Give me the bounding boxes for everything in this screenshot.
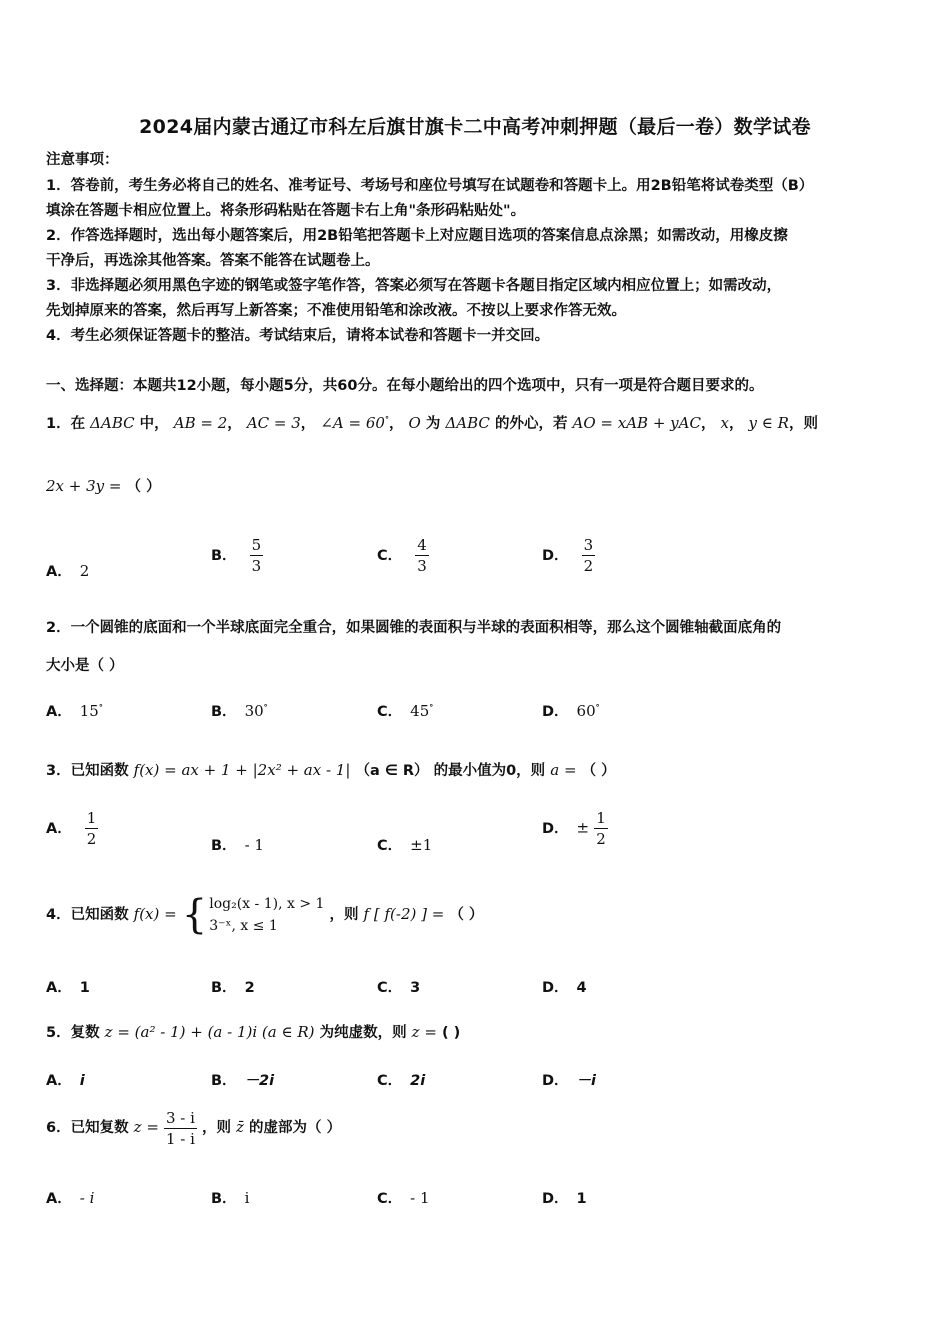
question-5-stem: 5．复数 z = (a² - 1) + (a - 1)i (a ∈ R) 为纯虚数，则 z = ( ) — [46, 1023, 461, 1041]
section-heading: 一、选择题：本题共12小题，每小题5分，共60分。在每小题给出的四个选项中，只有一项是符合题目要求的。 — [46, 378, 764, 394]
notice-line: 填涂在答题卡相应位置上。将条形码粘贴在答题卡右上角"条形码粘贴处"。 — [46, 203, 526, 219]
q4-option-a[interactable]: A． 1 — [46, 980, 90, 996]
q5-option-b[interactable]: B． －2i — [211, 1073, 275, 1089]
q6-option-c[interactable]: C． - 1 — [377, 1189, 430, 1207]
piecewise-function: { log₂(x - 1), x > 1 3⁻ˣ, x ≤ 1 — [181, 892, 325, 938]
q2-option-c[interactable]: C． 45° — [377, 702, 434, 720]
q5-option-d[interactable]: D． －i — [542, 1073, 597, 1089]
q3-option-b[interactable]: B． - 1 — [211, 836, 264, 854]
q4-option-c[interactable]: C． 3 — [377, 980, 421, 996]
page-title: 2024届内蒙古通辽市科左后旗甘旗卡二中高考冲刺押题（最后一卷）数学试卷 — [139, 116, 811, 138]
question-2-stem: 大小是（ ） — [46, 658, 124, 674]
q3-option-a[interactable]: A． $\frac{1}{2}$ — [46, 809, 97, 848]
q2-option-b[interactable]: B． 30° — [211, 702, 268, 720]
q2-option-a[interactable]: A． 15° — [46, 702, 103, 720]
notice-line: 4．考生必须保证答题卡的整洁。考试结束后，请将本试卷和答题卡一并交回。 — [46, 328, 550, 344]
notice-line: 1．答卷前，考生务必将自己的姓名、准考证号、考场号和座位号填写在试题卷和答题卡上。用2B铅笔将试卷类型（B） — [46, 178, 814, 194]
notice-heading: 注意事项： — [46, 152, 119, 168]
q6-option-d[interactable]: D． 1 — [542, 1191, 587, 1207]
q5-option-a[interactable]: A． i — [46, 1073, 85, 1089]
q6-option-b[interactable]: B． i — [211, 1189, 250, 1207]
q4-option-d[interactable]: D． 4 — [542, 980, 587, 996]
question-1-expression: 2x + 3y = （ ） — [46, 477, 161, 495]
question-4-stem: 4．已知函数 f(x) = { log₂(x - 1), x > 1 3⁻ˣ, x ≤ 1 ，则 f [ f(-2) ] = （ ） — [46, 892, 484, 938]
q3-option-d[interactable]: D． ± $\frac{1}{2}$ — [542, 809, 606, 848]
q2-option-d[interactable]: D． 60° — [542, 702, 600, 720]
question-2-stem: 2．一个圆锥的底面和一个半球底面完全重合，如果圆锥的表面积与半球的表面积相等，那么这个圆锥轴截面底角的 — [46, 620, 782, 636]
notice-line: 2．作答选择题时，选出每小题答案后，用2B铅笔把答题卡上对应题目选项的答案信息点涂黑；如需改动，用橡皮擦 — [46, 228, 788, 244]
notice-line: 干净后，再选涂其他答案。答案不能答在试题卷上。 — [46, 253, 380, 269]
question-3-stem: 3．已知函数 f(x) = ax + 1 + |2x² + ax - 1| （a ∈ R） 的最小值为0，则 a = （ ） — [46, 761, 616, 779]
question-1-stem: 1．在 ΔABC 中， AB = 2， AC = 3， ∠A = 60°， O 为 ΔABC 的外心，若 AO = xAB + yAC， x， y ∈ R，则 — [46, 413, 818, 432]
q1-option-b[interactable]: B． $\frac{5}{3}$ — [211, 536, 262, 575]
q1-option-c[interactable]: C． $\frac{4}{3}$ — [377, 536, 427, 575]
question-6-stem: 6．已知复数 z = $\frac{3 - i}{1 - i}$ ，则 z̄ 的虚部为（ ） — [46, 1108, 342, 1148]
notice-line: 3．非选择题必须用黑色字迹的钢笔或签字笔作答，答案必须写在答题卡各题目指定区域内相应位置上；如需改动， — [46, 278, 782, 294]
q6-option-a[interactable]: A． - i — [46, 1189, 95, 1207]
q1-option-a[interactable]: A． 2 — [46, 562, 90, 580]
notice-line: 先划掉原来的答案，然后再写上新答案；不准使用铅笔和涂改液。不按以上要求作答无效。 — [46, 303, 626, 319]
q4-option-b[interactable]: B． 2 — [211, 980, 255, 996]
q1-option-d[interactable]: D． $\frac{3}{2}$ — [542, 536, 594, 575]
q5-option-c[interactable]: C． 2i — [377, 1073, 426, 1089]
q3-option-c[interactable]: C． ±1 — [377, 836, 433, 854]
